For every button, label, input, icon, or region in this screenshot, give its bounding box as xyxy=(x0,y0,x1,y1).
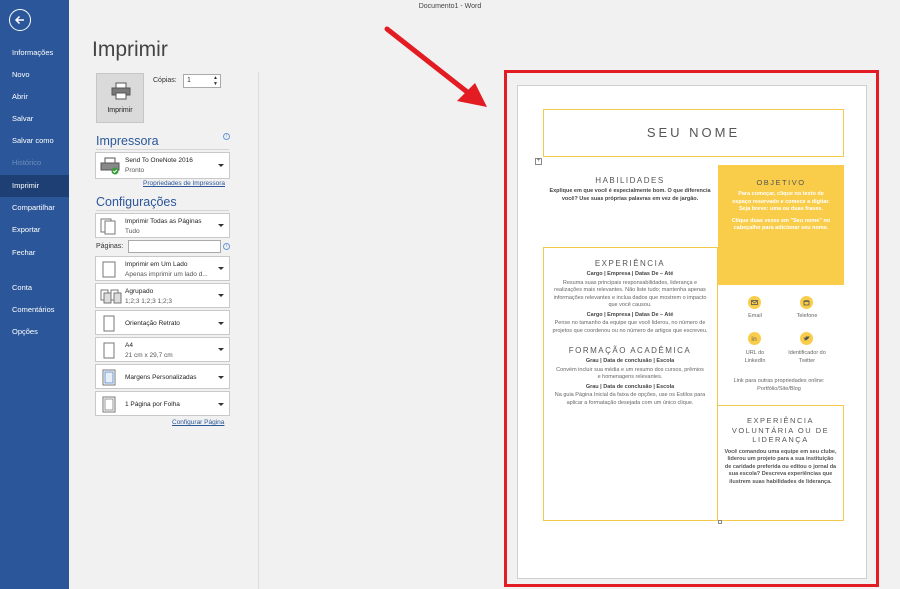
printer-icon xyxy=(100,157,120,175)
arrow-left-icon xyxy=(13,13,27,27)
margins-title: Margens Personalizadas xyxy=(125,374,197,381)
info-icon[interactable]: i xyxy=(223,133,230,140)
copies-label: Cópias: xyxy=(153,77,177,84)
nav-imprimir[interactable]: Imprimir xyxy=(0,175,69,197)
experience-job-1: Cargo | Empresa | Datas De – Até xyxy=(586,271,674,277)
collate-title: Agrupado xyxy=(125,288,154,295)
red-arrow-icon xyxy=(383,25,493,115)
print-button-label: Imprimir xyxy=(107,107,133,114)
nav-compartilhar[interactable]: Compartilhar xyxy=(12,203,55,212)
experience-heading: EXPERIÊNCIA xyxy=(594,259,666,268)
print-range-subtitle: Tudo xyxy=(125,228,140,235)
education-heading: FORMAÇÃO ACADÊMICA xyxy=(568,346,692,355)
nav-fechar[interactable]: Fechar xyxy=(12,248,36,257)
experience-desc-2: Pense no tamanho da equipe que você liderou, no número de projetos que coordenou ou no número de artigos que escreveu. xyxy=(552,320,708,334)
education-desc-1: Convém incluir sua média e um resumo dos cursos, prêmios e homenagens relevantes. xyxy=(556,366,704,380)
portrait-icon xyxy=(100,315,118,332)
chevron-down-icon xyxy=(218,224,224,227)
divider xyxy=(96,210,229,211)
collate-icon xyxy=(100,288,122,305)
nav-informacoes[interactable]: Informações xyxy=(12,48,54,57)
pages-icon xyxy=(100,218,118,235)
linkedin-label: URL do LinkedIn xyxy=(744,350,766,364)
education-desc-2: Na guia Página Inicial da faixa de opções, use os Estilos para aplicar a formatação desejada com um único clique. xyxy=(554,392,706,406)
education-degree-2: Grau | Data de conclusão | Escola xyxy=(585,383,675,390)
one-sided-icon xyxy=(100,261,118,278)
printer-properties-link[interactable]: Propriedades de Impressora xyxy=(143,180,226,187)
sides-subtitle: Apenas imprimir um lado d... xyxy=(125,271,208,278)
phone-label: Telefone xyxy=(796,313,818,319)
skills-section xyxy=(543,176,717,203)
experience-job-2: Cargo | Empresa | Datas De – Até xyxy=(586,311,674,318)
window-title: Documento1 - Word xyxy=(418,3,482,10)
linkedin-icon xyxy=(748,332,761,345)
sides-title: Imprimir em Um Lado xyxy=(125,261,188,268)
skills-heading: HABILIDADES xyxy=(595,176,665,185)
education-degree-1: Grau | Data de conclusão | Escola xyxy=(585,358,675,364)
margins-dropdown[interactable] xyxy=(95,364,230,389)
chevron-down-icon xyxy=(218,348,224,351)
printer-status: Pronto xyxy=(125,167,145,174)
page-per-sheet-icon xyxy=(100,396,118,413)
volunteer-text: Você comandou uma equipe em seu clube, liderou um projeto para a sua instituição de caridade preferida ou editou o jornal da sua escola? Descreva experiências que ilustrem suas habilidades de liderança. xyxy=(724,448,837,485)
collate-dropdown[interactable] xyxy=(95,283,230,308)
experience-desc-1: Resuma suas principais responsabilidades, liderança e realizações mais relevantes. Não liste tudo; mantenha apenas informações relevantes e inclua dados que mostrem o impacto que você causou. xyxy=(553,279,707,308)
paper-size-subtitle: 21 cm x 29,7 cm xyxy=(125,352,173,359)
sides-dropdown[interactable] xyxy=(95,256,230,281)
volunteer-heading: EXPERIÊNCIA VOLUNTÁRIA OU DE LIDERANÇA xyxy=(731,416,830,444)
chevron-down-icon xyxy=(218,164,224,167)
objective-heading: OBJETIVO xyxy=(756,178,806,187)
page-title: Imprimir xyxy=(92,38,168,61)
skills-text: Explique em que você é especialmente bom. O que diferencia você? Use suas próprias palavras em vez de jargão. xyxy=(549,188,711,202)
page-setup-link[interactable]: Configurar Página xyxy=(172,419,225,426)
nav-conta[interactable]: Conta xyxy=(12,283,33,292)
printer-dropdown[interactable] xyxy=(95,152,230,179)
printer-name: Send To OneNote 2016 xyxy=(125,157,193,164)
printer-icon xyxy=(111,82,131,100)
other-links-label: Link para outras propriedades online: Portfólio/Site/Blog xyxy=(733,378,825,392)
chevron-down-icon xyxy=(218,267,224,270)
nav-exportar[interactable]: Exportar xyxy=(12,225,41,234)
resume-name: SEU NOME xyxy=(543,109,844,157)
print-range-dropdown[interactable] xyxy=(95,213,230,238)
copies-value: 1 xyxy=(187,77,191,84)
back-button[interactable] xyxy=(9,9,31,31)
pages-label: Páginas: xyxy=(96,243,124,250)
chevron-down-icon xyxy=(218,376,224,379)
objective-box xyxy=(718,165,844,285)
nav-opcoes[interactable]: Opções xyxy=(12,327,38,336)
objective-text-2: Clique duas vezes em "Seu nome" no cabeçalho para adicionar seu nome. xyxy=(731,217,831,231)
nav-novo[interactable]: Novo xyxy=(12,70,30,79)
printer-section-title: Impressora xyxy=(96,134,159,148)
volunteer-box xyxy=(717,405,844,521)
orientation-dropdown[interactable] xyxy=(95,310,230,335)
pages-per-sheet-dropdown[interactable] xyxy=(95,391,230,416)
nav-salvar[interactable]: Salvar xyxy=(12,114,34,123)
resize-handle[interactable] xyxy=(718,520,722,524)
experience-section xyxy=(543,259,717,407)
paper-size-icon xyxy=(100,342,118,359)
svg-text:in: in xyxy=(751,336,757,342)
move-anchor-icon: + xyxy=(536,158,541,164)
twitter-label: Identificador do Twitter xyxy=(788,350,826,364)
phone-icon xyxy=(800,296,813,309)
twitter-icon xyxy=(800,332,813,345)
margins-icon xyxy=(100,369,118,386)
nav-comentarios[interactable]: Comentários xyxy=(12,305,55,314)
nav-salvar-como[interactable]: Salvar como xyxy=(12,136,54,145)
pages-per-sheet-title: 1 Página por Folha xyxy=(125,401,180,408)
email-label: Email xyxy=(748,313,762,319)
backstage-sidebar xyxy=(0,0,69,589)
copies-stepper[interactable] xyxy=(183,74,221,88)
spin-arrows-icon[interactable]: ▲ ▼ xyxy=(213,75,218,87)
nav-abrir[interactable]: Abrir xyxy=(12,92,28,101)
collate-subtitle: 1;2;3 1;2;3 1;2;3 xyxy=(125,298,172,305)
email-icon xyxy=(748,296,761,309)
orientation-title: Orientação Retrato xyxy=(125,320,180,327)
chevron-down-icon xyxy=(218,294,224,297)
pages-input[interactable] xyxy=(128,240,221,253)
nav-historico: Histórico xyxy=(12,158,42,167)
paper-size-title: A4 xyxy=(125,342,133,349)
panel-divider xyxy=(258,72,259,589)
chevron-down-icon xyxy=(218,322,224,325)
paper-size-dropdown[interactable] xyxy=(95,337,230,362)
settings-section-title: Configurações xyxy=(96,195,177,209)
chevron-down-icon xyxy=(218,403,224,406)
print-button[interactable] xyxy=(96,73,144,123)
objective-text-1: Para começar, clique no texto de espaço reservado e comece a digitar. Seja breve: uma ou duas frases. xyxy=(732,191,830,212)
info-icon[interactable]: i xyxy=(223,243,230,250)
divider xyxy=(96,149,229,150)
print-range-title: Imprimir Todas as Páginas xyxy=(125,218,202,225)
